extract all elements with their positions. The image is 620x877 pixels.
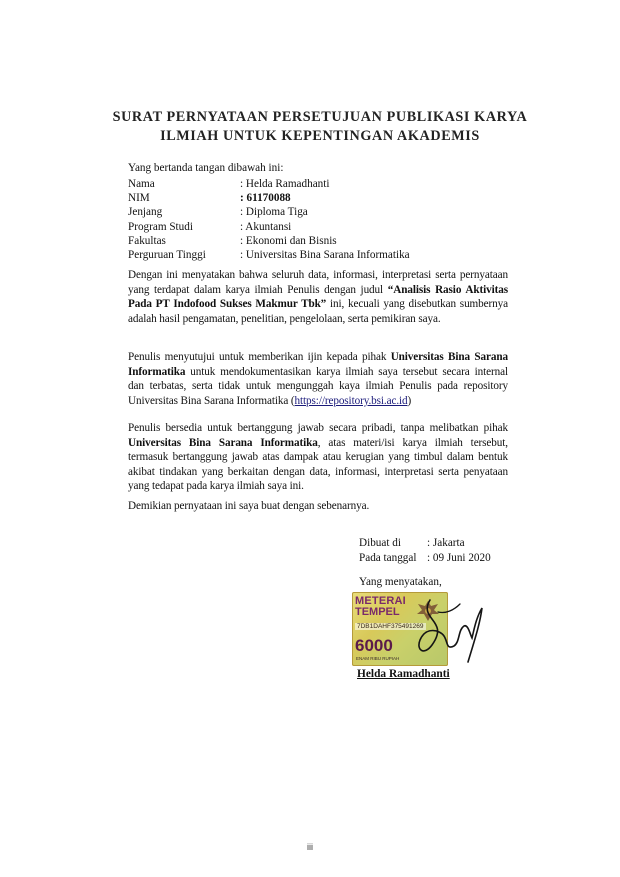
field-value: : Akuntansi (240, 220, 292, 233)
field-value: : Helda Ramadhanti (240, 178, 330, 190)
stamp-label-1: METERAI (355, 595, 406, 607)
paragraph-3-text-a: Penulis bersedia untuk bertanggung jawab secara pribadi, tanpa melibatkan pihak (128, 422, 508, 434)
signer-name: Helda Ramadhanti (357, 668, 450, 680)
repository-link[interactable]: https://repository.bsi.ac.id (294, 394, 408, 407)
stamp-amount-words: ENAM RIBU RUPIAH (356, 656, 400, 661)
field-value: : Diploma Tiga (240, 206, 308, 219)
paragraph-2 (128, 350, 508, 408)
place-value: : Jakarta (427, 537, 465, 549)
place-row (359, 536, 491, 551)
place-label: Dibuat di (359, 537, 401, 549)
paragraph-1-text-a: Dengan ini menyatakan bahwa seluruh data, informasi, interpretasi serta pernyataan yang terdapat dalam karya ilmiah Penulis dengan judul (128, 269, 508, 296)
university-name: Universitas Bina Sarana Informatika (128, 436, 318, 449)
field-row-program-studi (128, 220, 410, 234)
identity-fields (128, 177, 410, 262)
sign-caption: Yang menyatakan, (359, 576, 442, 588)
field-row-perguruan-tinggi (128, 248, 410, 262)
field-label: Nama (128, 178, 155, 190)
stamp-amount: 6000 (355, 636, 393, 655)
document-title (80, 108, 560, 146)
university-name: Universitas Bina Sarana Informatika (128, 351, 508, 378)
date-label: Pada tanggal (359, 552, 417, 564)
field-label: Fakultas (128, 234, 166, 247)
intro-text: Yang bertanda tangan dibawah ini: (128, 162, 284, 174)
field-value: : Ekonomi dan Bisnis (240, 234, 337, 247)
paragraph-3 (128, 421, 508, 494)
stamp-serial: 7DB1DAHF375491269 (357, 623, 424, 630)
field-value: : 61170088 (240, 192, 291, 205)
title-line-1: SURAT PERNYATAAN PERSETUJUAN PUBLIKASI KARYA (112, 109, 528, 125)
title-line-2: ILMIAH UNTUK KEPENTINGAN AKADEMIS (160, 128, 480, 144)
field-row-fakultas (128, 234, 410, 248)
paragraph-1 (128, 268, 508, 326)
date-value: : 09 Juni 2020 (427, 552, 491, 564)
date-row (359, 551, 491, 566)
field-label: NIM (128, 192, 150, 205)
field-value: : Universitas Bina Sarana Informatika (240, 249, 410, 262)
paragraph-2-text-c: untuk mendokumentasikan karya ilmiah saya tersebut secara internal dan terbatas, serta tidak untuk mengunggah kaya ilmiah Penulis pada repository Universitas Bina Sarana Informatika ( (128, 365, 508, 407)
field-row-nim (128, 191, 410, 205)
field-label: Perguruan Tinggi (128, 249, 206, 262)
paragraph-2-text-a: Penulis menyutujui untuk memberikan ijin kepada pihak (128, 351, 391, 363)
field-row-nama (128, 177, 410, 191)
stamp-label-2: TEMPEL (355, 606, 400, 618)
paragraph-2-text-d: ) (407, 394, 412, 407)
signature-scribble (410, 590, 490, 672)
closing-statement: Demikian pernyataan ini saya buat dengan sebenarnya. (128, 500, 370, 512)
field-label: Program Studi (128, 220, 193, 233)
place-date-block (359, 536, 491, 566)
thesis-title: “Analisis Rasio Aktivitas Pada PT Indofood Sukses Makmur Tbk” (128, 283, 508, 311)
field-label: Jenjang (128, 206, 163, 219)
field-row-jenjang (128, 205, 410, 219)
paragraph-3-text-c: , atas materi/isi karya ilmiah tersebut, termasuk bertanggung jawab atas dampak atau kerugian yang timbul dalam bentuk akibat tindakan yang berkaitan dengan data, informasi, interpretasi serta penyataan yang tedapat pada karya ilmiah saya ini. (128, 436, 508, 493)
paragraph-1-text-c: ini, kecuali yang disebutkan sumbernya adalah hasil pengamatan, penelitian, pengelolaan, serta pemikiran saya. (128, 298, 508, 325)
page-number: iii (307, 842, 313, 852)
